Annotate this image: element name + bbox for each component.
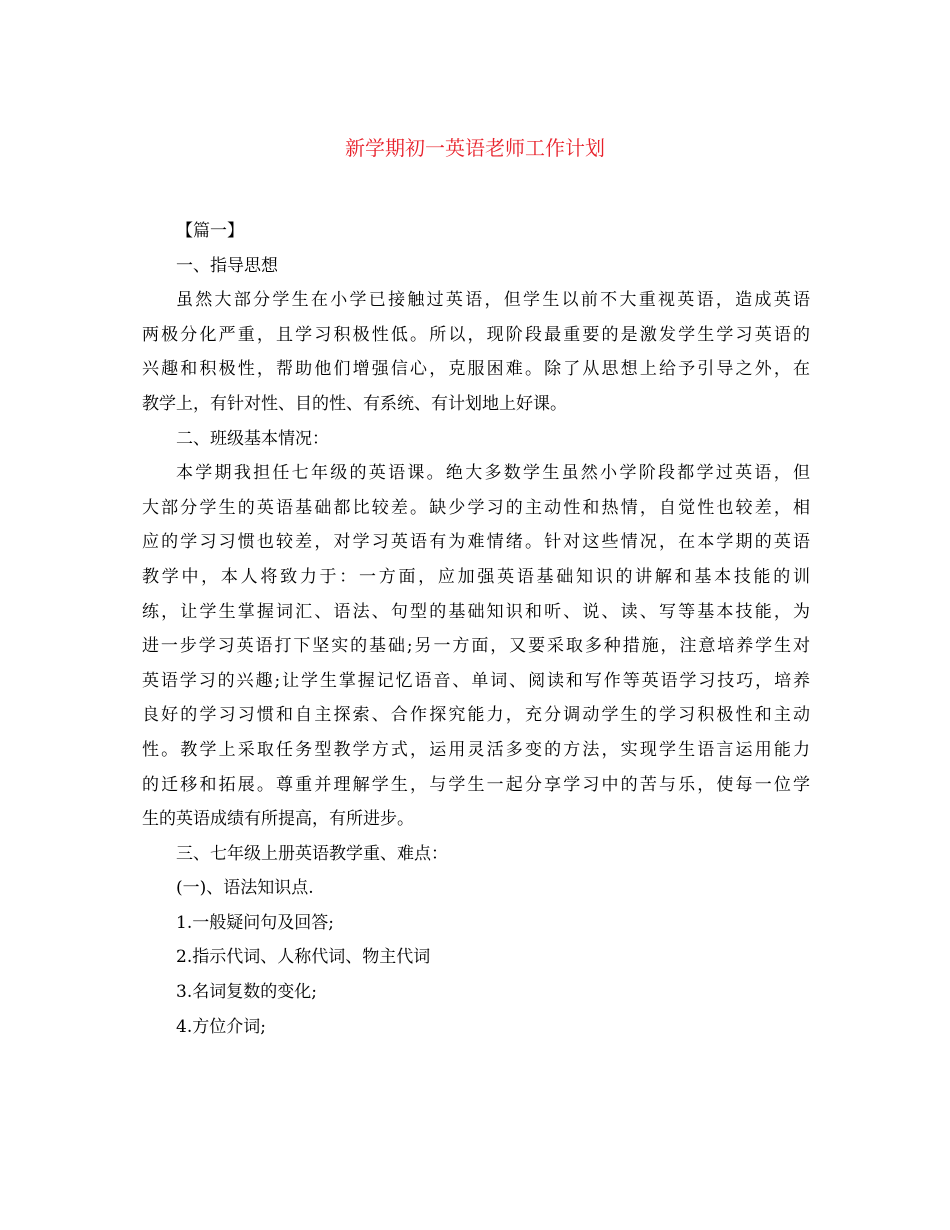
text-line: 三、七年级上册英语教学重、难点： xyxy=(176,843,448,864)
document-title: 新学期初一英语老师工作计划 xyxy=(345,136,605,160)
text-line: 1.一般疑问句及回答; xyxy=(176,912,334,933)
text-line: 兴趣和积极性，帮助他们增强信心，克服困难。除了从思想上给予引导之外，在 xyxy=(142,359,810,380)
text-line: 英语学习的兴趣;让学生掌握记忆语音、单词、阅读和写作等英语学习技巧，培养 xyxy=(142,670,810,691)
text-line: 的迁移和拓展。尊重并理解学生，与学生一起分享学习中的苦与乐，使每一位学 xyxy=(142,774,810,795)
text-line: 大部分学生的英语基础都比较差。缺少学习的主动性和热情，自觉性也较差，相 xyxy=(142,497,810,518)
text-line: 二、班级基本情况： xyxy=(176,428,329,449)
text-line: 虽然大部分学生在小学已接触过英语，但学生以前不大重视英语，造成英语 xyxy=(176,290,810,311)
text-line: 本学期我担任七年级的英语课。绝大多数学生虽然小学阶段都学过英语，但 xyxy=(176,463,810,484)
text-line: 良好的学习习惯和自主探索、合作探究能力，充分调动学生的学习积极性和主动 xyxy=(142,705,810,726)
text-line: 进一步学习英语打下坚实的基础;另一方面，又要采取多种措施，注意培养学生对 xyxy=(142,636,810,657)
text-line: 练，让学生掌握词汇、语法、句型的基础知识和听、说、读、写等基本技能，为 xyxy=(142,601,810,622)
text-line: 教学中，本人将致力于：一方面，应加强英语基础知识的讲解和基本技能的训 xyxy=(142,566,810,587)
text-line: 3.名词复数的变化; xyxy=(176,982,317,1003)
text-line: 生的英语成绩有所提高，有所进步。 xyxy=(142,809,414,830)
text-line: 4.方位介词; xyxy=(176,1016,266,1037)
text-line: 应的学习习惯也较差，对学习英语有为难情绪。针对这些情况，在本学期的英语 xyxy=(142,532,810,553)
text-line: 性。教学上采取任务型教学方式，运用灵活多变的方法，实现学生语言运用能力 xyxy=(142,739,810,760)
text-line: 教学上，有针对性、目的性、有系统、有计划地上好课。 xyxy=(142,393,567,414)
text-line: (一)、语法知识点. xyxy=(176,878,314,899)
text-line: 两极分化严重，且学习积极性低。所以，现阶段最重要的是激发学生学习英语的 xyxy=(142,324,810,345)
text-line: 一、指导思想 xyxy=(176,255,278,276)
text-line: 2.指示代词、人称代词、物主代词 xyxy=(176,947,431,968)
text-line: 【篇一】 xyxy=(176,221,244,241)
document-body xyxy=(142,214,810,1044)
